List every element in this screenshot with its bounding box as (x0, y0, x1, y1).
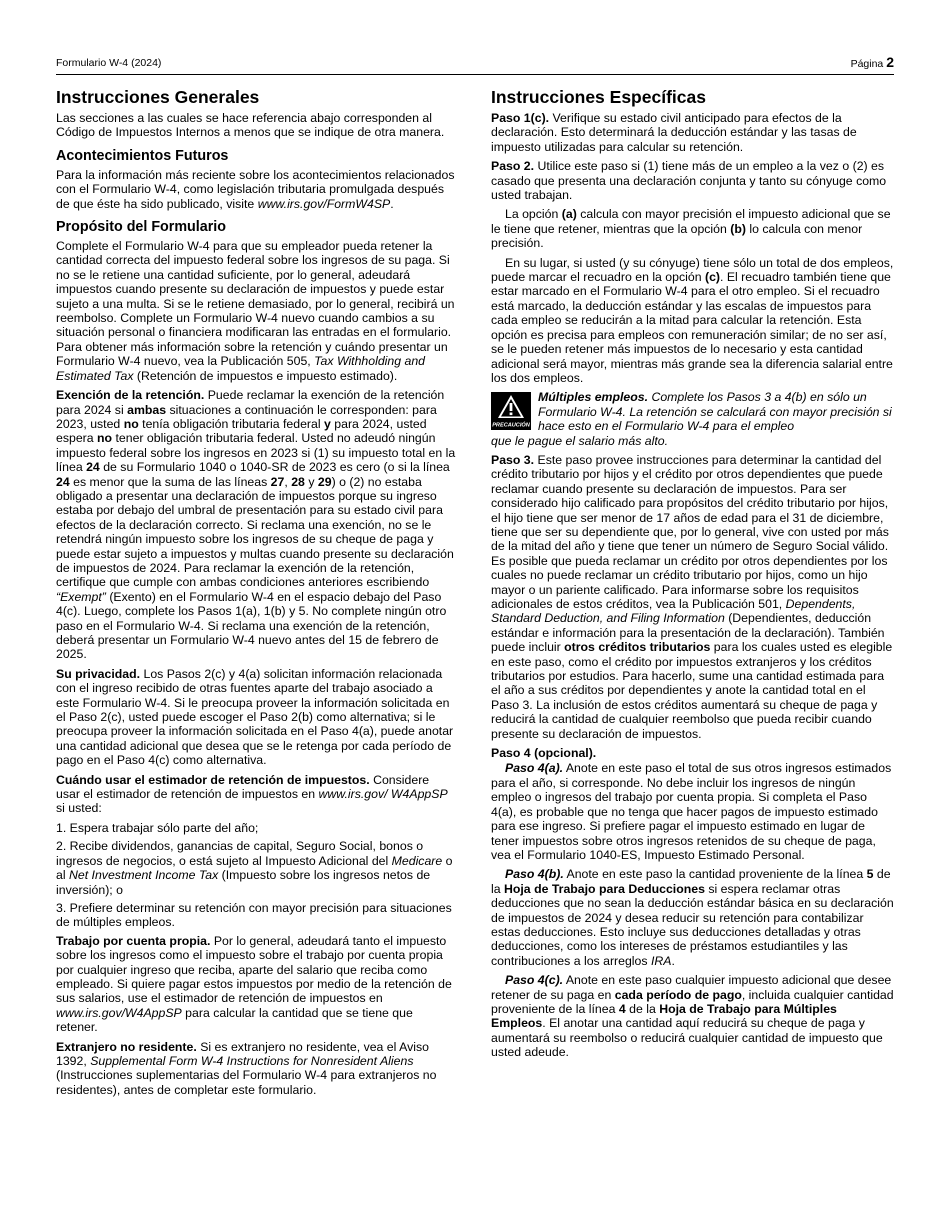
self-employment-paragraph: Trabajo por cuenta propia. Por lo general, adeudará tanto el impuesto sobre los ingresos como el impuesto sobre el trabajo por cuenta propia por cualquier ingreso que reciba, aparte del salario que reciba como empleado. Si quiere pagar estos impuestos por medio de la retención de sus salarios, use el estimador de retención de impuestos en www.irs.gov/W4AppSP para calcular la cantidad que se tiene que retener. (56, 933, 452, 1035)
estimator-link[interactable]: www.irs.gov/ W4AppSP (318, 787, 448, 802)
page-label: Página (850, 58, 884, 70)
caution-icon (491, 392, 531, 430)
exemption-paragraph: Exención de la retención. Puede reclamar la exención de la retención para 2024 si ambas situaciones a continuación le corresponden: para 2023, usted no tenía obligación tributaria federal y para 2024, usted espera no tener obligación tributaria federal. Usted no adeudó ningún impuesto federal sobre los ingresos en 2023 si (1) su impuesto total en la línea 24 de su Formulario 1040 o 1040-SR de 2023 es cero (o si la línea 24 es menor que la suma de las líneas 27, 28 y 29) o (2) no estaba obligado a presentar una declaración de impuestos porque su ingreso estaba por debajo del umbral de presentación para su estado civil para efectos de la declaración correcto. Si reclama una exención, no se le retendrá ningún impuesto sobre los ingresos de su cheque de paga y puede estar sujeto a impuestos y multas cuando presente su declaración de impuestos de 2024. Para reclamar la exención de la retención, certifique que cumple con ambas condiciones anteriores escribiendo “Exempt” (Exento) en el Formulario W-4 en el espacio debajo del Paso 4(c). Luego, complete los Pasos 1(a), 1(b) y 5. No complete ningún otro paso en el Formulario W-4. Si reclama una exención de la retención, deberá presentar un Formulario W-4 nuevo antes del 15 de febrero de 2025. (56, 388, 456, 662)
privacy-paragraph: Su privacidad. Los Pasos 2(c) y 4(a) solicitan información relacionada con el ingreso recibido de otras fuentes aparte del trabajo asociado a este Formulario W-4. Si le preocupa proveer la información solicitada en el Paso 2(c), usted puede escoger el Paso 2(b) como alternativa; si le preocupa proveer la información solicitada en el Paso 4(a), puede anotar una cantidad adicional que desea que se le retenga por cada período de pago en el Paso 4(c) como alternativa. (56, 666, 454, 768)
step-1c-paragraph: Paso 1(c). Verifique su estado civil anticipado para efectos de la declaración. Esto determinará la deducción estándar y las tasas de impuesto utilizadas para calcular su retención. (491, 111, 857, 154)
caution-text: Múltiples empleos. Complete los Pasos 3 a 4(b) en sólo un Formulario W-4. La retención se calculará con mayor precisión si hace esto en el Formulario W-4 para el empleo (538, 390, 892, 434)
estimator-paragraph: Cuándo usar el estimador de retención de impuestos. Considere usar el estimador de retención de impuestos en www.irs.gov/ W4AppSP si usted: (56, 772, 448, 816)
step-2-options-paragraph: La opción (a) calcula con mayor precisión el impuesto adicional que se le tiene que retener, mientras que la opción (b) lo calcula con menor precisión. (491, 207, 891, 251)
caution-text-last: que le pague el salario más alto. (491, 433, 669, 448)
step-3-paragraph: Paso 3. Este paso provee instrucciones para determinar la cantidad del crédito tributario por hijos y el crédito por otros dependientes que puede reclamar cuando presente su declaración de impuestos. Para ser considerado hijo calificado para propósitos del crédito tributario por hijos, el hijo tiene que ser menor de 17 años de edad para el 31 de diciembre, tiene que ser su dependiente que, por lo general, vive con usted por más de la mitad del año y tiene que tener un número de Seguro Social válido. Es posible que pueda reclamar un crédito por otros dependientes por los cuales no puede reclamar un crédito tributario por hijos, como un hijo mayor o un pariente calificado. Para informarse sobre los requisitos adicionales de estos créditos, vea la Publicación 501, Dependents, Standard Deduction, and Filing Information (Dependientes, deducción estándar e información para la presentación de la declaración). También puede incluir otros créditos tributarios para los cuales usted es elegible en este paso, como el crédito por impuestos extranjeros y los créditos tributarios por estudios. Para hacerlo, sume una cantidad estimada para el año a sus créditos por dependientes y anote la cantidad total en el Paso 3. La inclusión de estos créditos aumentará su cheque de paga y reducirá la cantidad de cualquier reembolso que pueda recibir cuando presente su declaración de impuestos. (491, 452, 893, 741)
future-developments-text: Para la información más reciente sobre los acontecimientos relacionados con el Formulario W-4, como legislación tributaria promulgada después de que éste ha sido publicado, visite www.irs.gov/FormW4SP. (56, 167, 455, 211)
step-4b-paragraph: Paso 4(b). Anote en este paso la cantidad proveniente de la línea 5 de la Hoja de Trabajo para Deducciones si espera reclamar otras deducciones que no sean la deducción estándar básica en su declaración de impuestos de 2024 y desea reducir su retención para contabilizar estas deducciones. Esto incluye sus deducciones detalladas y otras deducciones, como los intereses de préstamos estudiantiles y las contribuciones a los arreglos IRA. (491, 867, 894, 968)
left-column (56, 86, 456, 1102)
caution-note (491, 390, 894, 448)
caution-label: PRECAUCIÓN (492, 422, 530, 429)
step-2-checkbox-paragraph: En su lugar, si usted (y su cónyuge) tiene sólo un total de dos empleos, puede marcar el recuadro en la opción (c). El recuadro también tiene que estar marcado en el Formulario W-4 para el otro empleo. Si el recuadro está marcado, la deducción estándar y las escalas de impuestos para cada empleo se reducirán a la mitad para calcular la retención. Esta opción es precisa para empleos con remuneración similar; de no ser así, se le pueden retener más impuestos de lo necesario y esta cantidad adicional será mayor, mientras más grande sea la diferencia salarial entre los dos empleos. (491, 255, 894, 385)
nonresident-paragraph: Extranjero no residente. Si es extranjero no residente, vea el Aviso 1392, Supplemental Form W-4 Instructions for Nonresident Aliens (Instrucciones suplementarias del Formulario W-4 para extranjeros no residentes), antes de completar este formulario. (56, 1039, 437, 1097)
step-4c-paragraph: Paso 4(c). Anote en este paso cualquier impuesto adicional que desee retener de su paga en cada período de pago, incluida cualquier cantidad proveniente de la línea 4 de la Hoja de Trabajo para Múltiples Empleos. El anotar una cantidad aquí reducirá su cheque de paga y aumentará su reembolso o reducirá cualquier cantidad de impuesto que usted adeude. (491, 973, 894, 1060)
specific-instructions-heading: Instrucciones Específicas (491, 87, 706, 107)
page-number (851, 54, 894, 70)
general-instructions-text: Las secciones a las cuales se hace referencia abajo corresponden al Código de Impuestos Internos a menos que se indique de otra manera. (56, 111, 445, 140)
step-2-paragraph: Paso 2. Utilice este paso si (1) tiene más de un empleo a la vez o (2) es casado que presenta una declaración conjunta y tanto su cónyuge como usted trabajan. (491, 159, 887, 203)
future-developments-heading: Acontecimientos Futuros (56, 147, 229, 164)
page-number-value: 2 (886, 54, 894, 70)
form-name: Formulario W-4 (2024) (56, 57, 162, 69)
exemption-lead: Exención de la retención. (56, 388, 205, 403)
nonresident-lead: Extranjero no residente. (56, 1039, 197, 1054)
estimator-lead: Cuándo usar el estimador de retención de impuestos. (56, 772, 370, 787)
irs-link[interactable]: www.irs.gov/FormW4SP (257, 196, 391, 211)
self-employment-link[interactable]: www.irs.gov/W4AppSP (56, 1005, 182, 1020)
step-4-heading: Paso 4 (opcional). (491, 746, 597, 761)
right-column (491, 86, 894, 1065)
general-instructions-heading: Instrucciones Generales (56, 87, 260, 107)
step-4a-paragraph: Paso 4(a). Anote en este paso el total de sus otros ingresos estimados para el año, si corresponde. No debe incluir los ingresos de ningún empleo o ingresos del trabajo por cuenta propia. Si completa el Paso 4(a), es probable que no tenga que hacer pagos de impuesto estimado para ese ingreso. Si prefiere pagar el impuesto estimado en lugar de tener impuestos sobre otros ingresos retenidos de su cheque de paga, vea el Formulario 1040-ES, Impuesto Estimado Personal. (491, 761, 892, 862)
list-item: 3. Prefiere determinar su retención con mayor precisión para situaciones de múltiples empleos. (56, 900, 452, 930)
self-employment-lead: Trabajo por cuenta propia. (56, 933, 211, 948)
purpose-text: Complete el Formulario W-4 para que su empleador pueda retener la cantidad correcta del impuesto federal sobre los ingresos de su paga. Si no se le retiene una cantidad suficiente, por lo general, adeudará impuestos cuando presente su declaración de impuestos y puede estar sujeto a una multa. Si se le retiene demasiado, por lo general, recibirá un reembolso. Complete un Formulario W-4 nuevo cuando cambios a su situación personal o financiera modificaran las entradas en el formulario. Para obtener más información sobre la retención y cuándo presentar un Formulario W-4 nuevo, vea la Publicación 505, Tax Withholding and Estimated Tax (Retención de impuestos e impuesto estimado). (56, 239, 455, 383)
list-item: 1. Espera trabajar sólo parte del año; (56, 820, 259, 835)
estimator-list (56, 821, 456, 930)
purpose-heading: Propósito del Formulario (56, 219, 226, 236)
list-item: 2. Recibe dividendos, ganancias de capital, Seguro Social, bonos o ingresos de negocios, o está sujeto al Impuesto Adicional del Medicare o al Net Investment Income Tax (Impuesto sobre los ingresos netos de inversión); o (56, 839, 453, 897)
page-header (56, 52, 894, 75)
privacy-lead: Su privacidad. (56, 666, 141, 681)
